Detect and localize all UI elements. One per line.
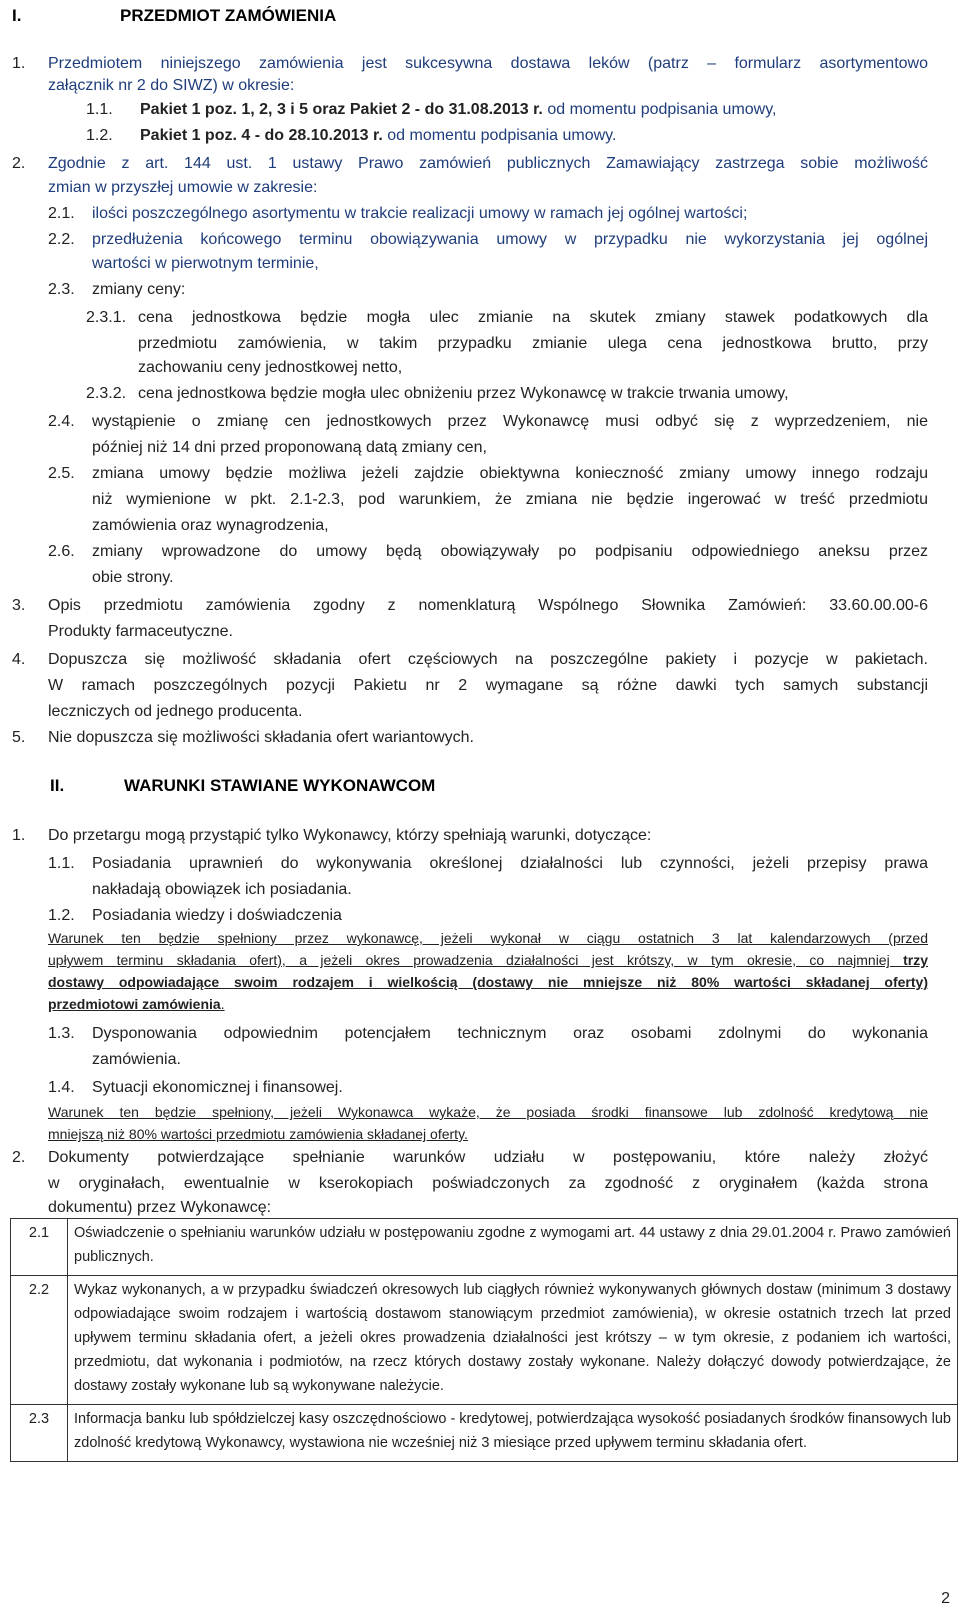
- paragraph-line: ilości poszczególnego asortymentu w trakcie realizacji umowy w ramach jej ogólnej wartości;: [92, 205, 748, 222]
- table-cell-number: 2.3: [11, 1405, 68, 1462]
- page-number: 2: [941, 1590, 950, 1607]
- condition-bold: trzy: [903, 952, 928, 968]
- section2-heading-number: II.: [50, 776, 65, 795]
- item-number: 5.: [12, 729, 26, 746]
- paragraph-line: zmian w przyszłej umowie w zakresie:: [48, 179, 318, 196]
- item-number: 1.2.: [48, 907, 75, 924]
- plain-text: od momentu podpisania umowy.: [382, 127, 617, 144]
- bold-text: Pakiet 1 poz. 4 - do 28.10.2013 r.: [140, 127, 383, 144]
- item-number: 1.3.: [48, 1025, 75, 1042]
- section1-heading-number: I.: [12, 6, 22, 25]
- section1-heading-title: PRZEDMIOT ZAMÓWIENIA: [120, 6, 337, 25]
- section2-heading-title: WARUNKI STAWIANE WYKONAWCOM: [124, 776, 436, 795]
- section2-heading: [50, 774, 436, 798]
- paragraph-line: dokumentu) przez Wykonawcę:: [48, 1199, 272, 1216]
- paragraph-line: Posiadania wiedzy i doświadczenia: [92, 907, 342, 924]
- paragraph-line: [140, 124, 616, 148]
- item-number: 2.3.: [48, 281, 75, 298]
- table-cell-text: Oświadczenie o spełnianiu warunków udziału w postępowaniu zgodne z wymogami art. 44 ustawy z dnia 29.01.2004 r. Prawo zamówień publicznych.: [68, 1219, 958, 1276]
- condition-bold: przedmiotowi zamówienia: [48, 996, 221, 1012]
- item-number: 2.1.: [48, 205, 75, 222]
- paragraph-line: zmiany wprowadzone do umowy będą obowiązywały po podpisaniu odpowiedniego aneksu przez: [92, 543, 928, 560]
- paragraph-line: w oryginałach, ewentualnie w kserokopiach poświadczonych za zgodność z oryginałem (każda strona: [48, 1175, 928, 1192]
- plain-text: od momentu podpisania umowy,: [542, 101, 777, 118]
- paragraph-line: wartości w pierwotnym terminie,: [92, 255, 319, 272]
- table-cell-text: Wykaz wykonanych, a w przypadku świadczeń okresowych lub ciągłych również wykonywanych głównych dostaw (minimum 3 dostawy odpowiadające swoim rodzajem i wartością dostawom stanowiącym przedmiot zamówienia), w okresie ostatnich trzech lat przed upływem terminu składania ofert, a jeżeli okres prowadzenia działalności jest krótszy – w tym okresie, z podaniem ich wartości, przedmiotu, dat wykonania i podmiotów, na rzecz których dostawy zostały wykonane. Należy dołączyć dowody potwierdzające, że dostawy zostały wykonane lub są wykonywane należycie.: [68, 1276, 958, 1405]
- item-number: 3.: [12, 597, 26, 614]
- paragraph-line: Dopuszcza się możliwość składania ofert częściowych na poszczególne pakiety i pozycje w pakietach.: [48, 651, 928, 668]
- paragraph-line: W ramach poszczególnych pozycji Pakietu nr 2 wymagane są różne dawki tych samych substancji: [48, 677, 928, 694]
- bold-text: Pakiet 1 poz. 1, 2, 3 i 5 oraz Pakiet 2 - do 31.08.2013 r.: [140, 101, 543, 118]
- paragraph-line: niż wymienione w pkt. 2.1-2.3, pod warunkiem, że zmiana nie będzie ingerować w treść przedmiotu: [92, 491, 928, 508]
- item-number: 2.2.: [48, 231, 75, 248]
- table-cell-number: 2.1: [11, 1219, 68, 1276]
- table-row: [11, 1219, 958, 1276]
- item-number: 4.: [12, 651, 26, 668]
- condition-line: Warunek ten będzie spełniony, jeżeli Wykonawca wykaże, że posiada środki finansowe lub zdolność kredytową nie: [48, 1104, 928, 1120]
- table-row: [11, 1276, 958, 1405]
- item-number: 1.1.: [48, 855, 75, 872]
- table-cell-text: Informacja banku lub spółdzielczej kasy oszczędnościowo - kredytowej, potwierdzająca wysokość posiadanych środków finansowych lub zdolność kredytową Wykonawcy, wystawiona nie wcześniej niż 3 miesiące przed upływem terminu składania ofert.: [68, 1405, 958, 1462]
- item-number: 2.6.: [48, 543, 75, 560]
- table-cell-number: 2.2: [11, 1276, 68, 1405]
- item-number: 1.: [12, 827, 26, 844]
- paragraph-line: Opis przedmiotu zamówienia zgodny z nomenklaturą Wspólnego Słownika Zamówień: 33.60.00.00-6: [48, 597, 928, 614]
- condition-text: upływem terminu składania ofert), a jeżeli okres prowadzenia działalności jest krótszy, w tym okresie, co najmniej: [48, 952, 904, 968]
- item-number: 1.1.: [86, 101, 113, 118]
- paragraph-line: przedłużenia końcowego terminu obowiązywania umowy w przypadku nie wykorzystania jej ogólnej: [92, 231, 928, 248]
- item-number: 2.5.: [48, 465, 75, 482]
- item-number: 1.4.: [48, 1079, 75, 1096]
- item-number: 1.2.: [86, 127, 113, 144]
- paragraph-line: Do przetargu mogą przystąpić tylko Wykonawcy, którzy spełniają warunki, dotyczące:: [48, 827, 652, 844]
- paragraph-line: zmiana umowy będzie możliwa jeżeli zajdzie obiektywna konieczność zmiany umowy innego rodzaju: [92, 465, 928, 482]
- condition-text: .: [220, 996, 225, 1012]
- paragraph-line: zmiany ceny:: [92, 281, 186, 298]
- paragraph-line: Sytuacji ekonomicznej i finansowej.: [92, 1079, 343, 1096]
- paragraph-line: przedmiotu zamówienia, w takim przypadku zmianie ulega cena jednostkowa brutto, przy: [138, 335, 928, 352]
- condition-line: mniejszą niż 80% wartości przedmiotu zamówienia składanej oferty.: [48, 1126, 468, 1142]
- item-number: 2.: [12, 1149, 26, 1166]
- paragraph-line: Dysponowania odpowiednim potencjałem technicznym oraz osobami zdolnymi do wykonania: [92, 1025, 928, 1042]
- condition-line: dostawy odpowiadające swoim rodzajem i wielkością (dostawy nie mniejsze niż 80% wartości składanej oferty): [48, 974, 928, 990]
- paragraph-line: Posiadania uprawnień do wykonywania określonej działalności lub czynności, jeżeli przepisy prawa: [92, 855, 928, 872]
- paragraph-line: wystąpienie o zmianę cen jednostkowych przez Wykonawcę musi odbyć się z wyprzedzeniem, nie: [92, 413, 928, 430]
- paragraph-line: nakładają obowiązek ich posiadania.: [92, 881, 352, 898]
- paragraph-line: zachowaniu ceny jednostkowej netto,: [138, 359, 403, 376]
- paragraph-line: załącznik nr 2 do SIWZ) w okresie:: [48, 77, 295, 94]
- table-row: [11, 1405, 958, 1462]
- item-number: 2.4.: [48, 413, 75, 430]
- paragraph-line: [140, 98, 776, 122]
- condition-line: [48, 994, 225, 1014]
- paragraph-line: zamówienia oraz wynagrodzenia,: [92, 517, 329, 534]
- item-number: 2.3.1.: [86, 309, 127, 326]
- section1-heading: [12, 4, 337, 28]
- paragraph-line: Produkty farmaceutyczne.: [48, 623, 233, 640]
- paragraph-line: leczniczych od jednego producenta.: [48, 703, 303, 720]
- item-number: 2.3.2.: [86, 385, 127, 402]
- condition-line: Warunek ten będzie spełniony przez wykonawcę, jeżeli wykonał w ciągu ostatnich 3 lat kalendarzowych (przed: [48, 930, 928, 946]
- paragraph-line: zamówienia.: [92, 1051, 181, 1068]
- paragraph-line: Zgodnie z art. 144 ust. 1 ustawy Prawo zamówień publicznych Zamawiający zastrzega sobie możliwość: [48, 155, 928, 172]
- paragraph-line: później niż 14 dni przed proponowaną datą zmiany cen,: [92, 439, 487, 456]
- item-number: 1.: [12, 55, 26, 72]
- condition-line: [48, 950, 928, 970]
- paragraph-line: cena jednostkowa będzie mogła ulec obniżeniu przez Wykonawcę w trakcie trwania umowy,: [138, 385, 789, 402]
- paragraph-line: Przedmiotem niniejszego zamówienia jest sukcesywna dostawa leków (patrz – formularz asortymentowo: [48, 55, 928, 72]
- item-number: 2.: [12, 155, 26, 172]
- paragraph-line: cena jednostkowa będzie mogła ulec zmianie na skutek zmiany stawek podatkowych dla: [138, 309, 928, 326]
- documents-table: [10, 1218, 958, 1462]
- paragraph-line: obie strony.: [92, 569, 174, 586]
- paragraph-line: Nie dopuszcza się możliwości składania ofert wariantowych.: [48, 729, 474, 746]
- paragraph-line: Dokumenty potwierdzające spełnianie warunków udziału w postępowaniu, które należy złożyć: [48, 1149, 928, 1166]
